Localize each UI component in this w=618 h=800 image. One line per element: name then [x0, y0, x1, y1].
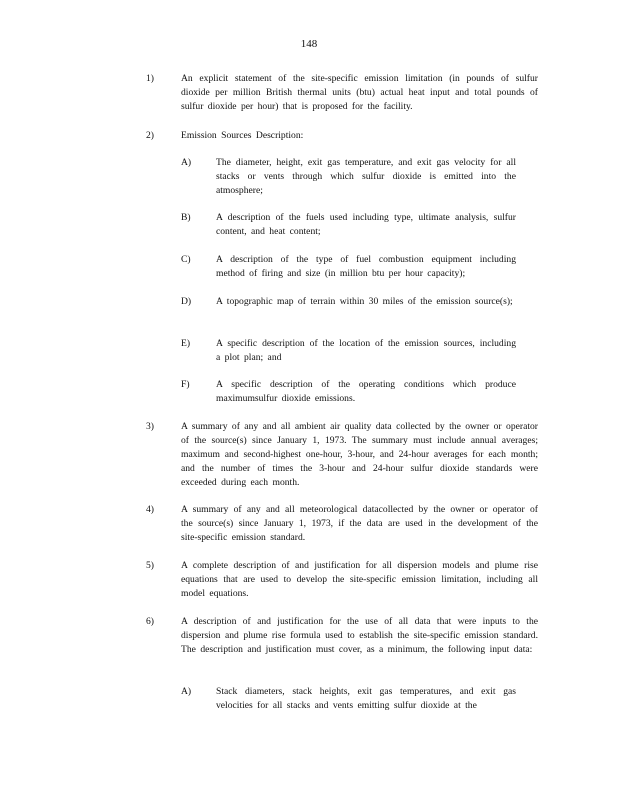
- list-item: [146, 559, 538, 601]
- list-item: [146, 503, 538, 545]
- item-text: An explicit statement of the site-specific emission limitation (in pounds of sulfur dioxide per million British thermal units (btu) actual heat input and total pounds of sulfur dioxide per hour) that is proposed for the facility.: [181, 73, 538, 112]
- sub-item-letter: C): [181, 254, 191, 265]
- item-number: 1): [146, 73, 154, 84]
- item-number: 5): [146, 560, 154, 571]
- item-number: 2): [146, 130, 154, 141]
- item-text: Emission Sources Description:: [181, 130, 304, 141]
- item-text: A complete description of and justification for all dispersion models and plume rise equations that are used to develop the site-specific emission limitation, including all model equations.: [181, 560, 538, 599]
- item-number: 3): [146, 421, 154, 432]
- item-text: A description of and justification for the use of all data that were inputs to the dispersion and plume rise formula used to establish the site-specific emission standard. The description and justification must cover, as a minimum, the following input data:: [181, 616, 538, 655]
- sub-item-text: Stack diameters, stack heights, exit gas temperatures, and exit gas velocities for all stacks and vents emitting sulfur dioxide at the: [216, 686, 516, 711]
- sub-item-text: A description of the type of fuel combustion equipment including method of firing and size (in million btu per hour capacity);: [216, 254, 516, 279]
- sub-list-item: [181, 211, 538, 239]
- sub-item-letter: A): [181, 686, 192, 697]
- item-number: 4): [146, 504, 154, 515]
- sub-list-item: [181, 378, 538, 406]
- sub-item-letter: F): [181, 379, 190, 390]
- sub-item-letter: A): [181, 157, 192, 168]
- sub-item-text: A specific description of the location of the emission sources, including a plot plan; and: [216, 338, 516, 363]
- sub-item-text: The diameter, height, exit gas temperature, and exit gas velocity for all stacks or vents through which sulfur dioxide is emitted into the atmosphere;: [216, 157, 516, 196]
- sub-item-text: A specific description of the operating conditions which produce maximumsulfur dioxide emissions.: [216, 379, 516, 404]
- sub-item-text: A topographic map of terrain within 30 miles of the emission source(s);: [216, 296, 513, 307]
- list-item: [146, 129, 538, 143]
- sub-list-item: [181, 253, 538, 281]
- sub-item-letter: D): [181, 296, 192, 307]
- list-item: [146, 72, 538, 114]
- list-item: [146, 420, 538, 490]
- item-text: A summary of any and all meteorological datacollected by the owner or operator of the source(s) since January 1, 1973, if the data are used in the development of the site-specific emission standard.: [181, 504, 538, 543]
- sub-item-letter: E): [181, 338, 191, 349]
- item-number: 6): [146, 616, 154, 627]
- item-text: A summary of any and all ambient air quality data collected by the owner or operator of the source(s) since January 1, 1973. The summary must include annual averages; maximum and second-highest one-hour, 3-hour, and 24-hour averages for each month; and the number of times the 3-hour and 24-hour sulfur dioxide standards were exceeded during each month.: [181, 421, 538, 488]
- sub-list-item: [181, 337, 538, 365]
- sub-list-item: [181, 295, 538, 309]
- sub-list-item: [181, 685, 538, 713]
- sub-list-item: [181, 156, 538, 198]
- page-number: 148: [300, 38, 318, 50]
- list-item: [146, 615, 538, 657]
- sub-item-text: A description of the fuels used including type, ultimate analysis, sulfur content, and heat content;: [216, 212, 516, 237]
- sub-item-letter: B): [181, 212, 191, 223]
